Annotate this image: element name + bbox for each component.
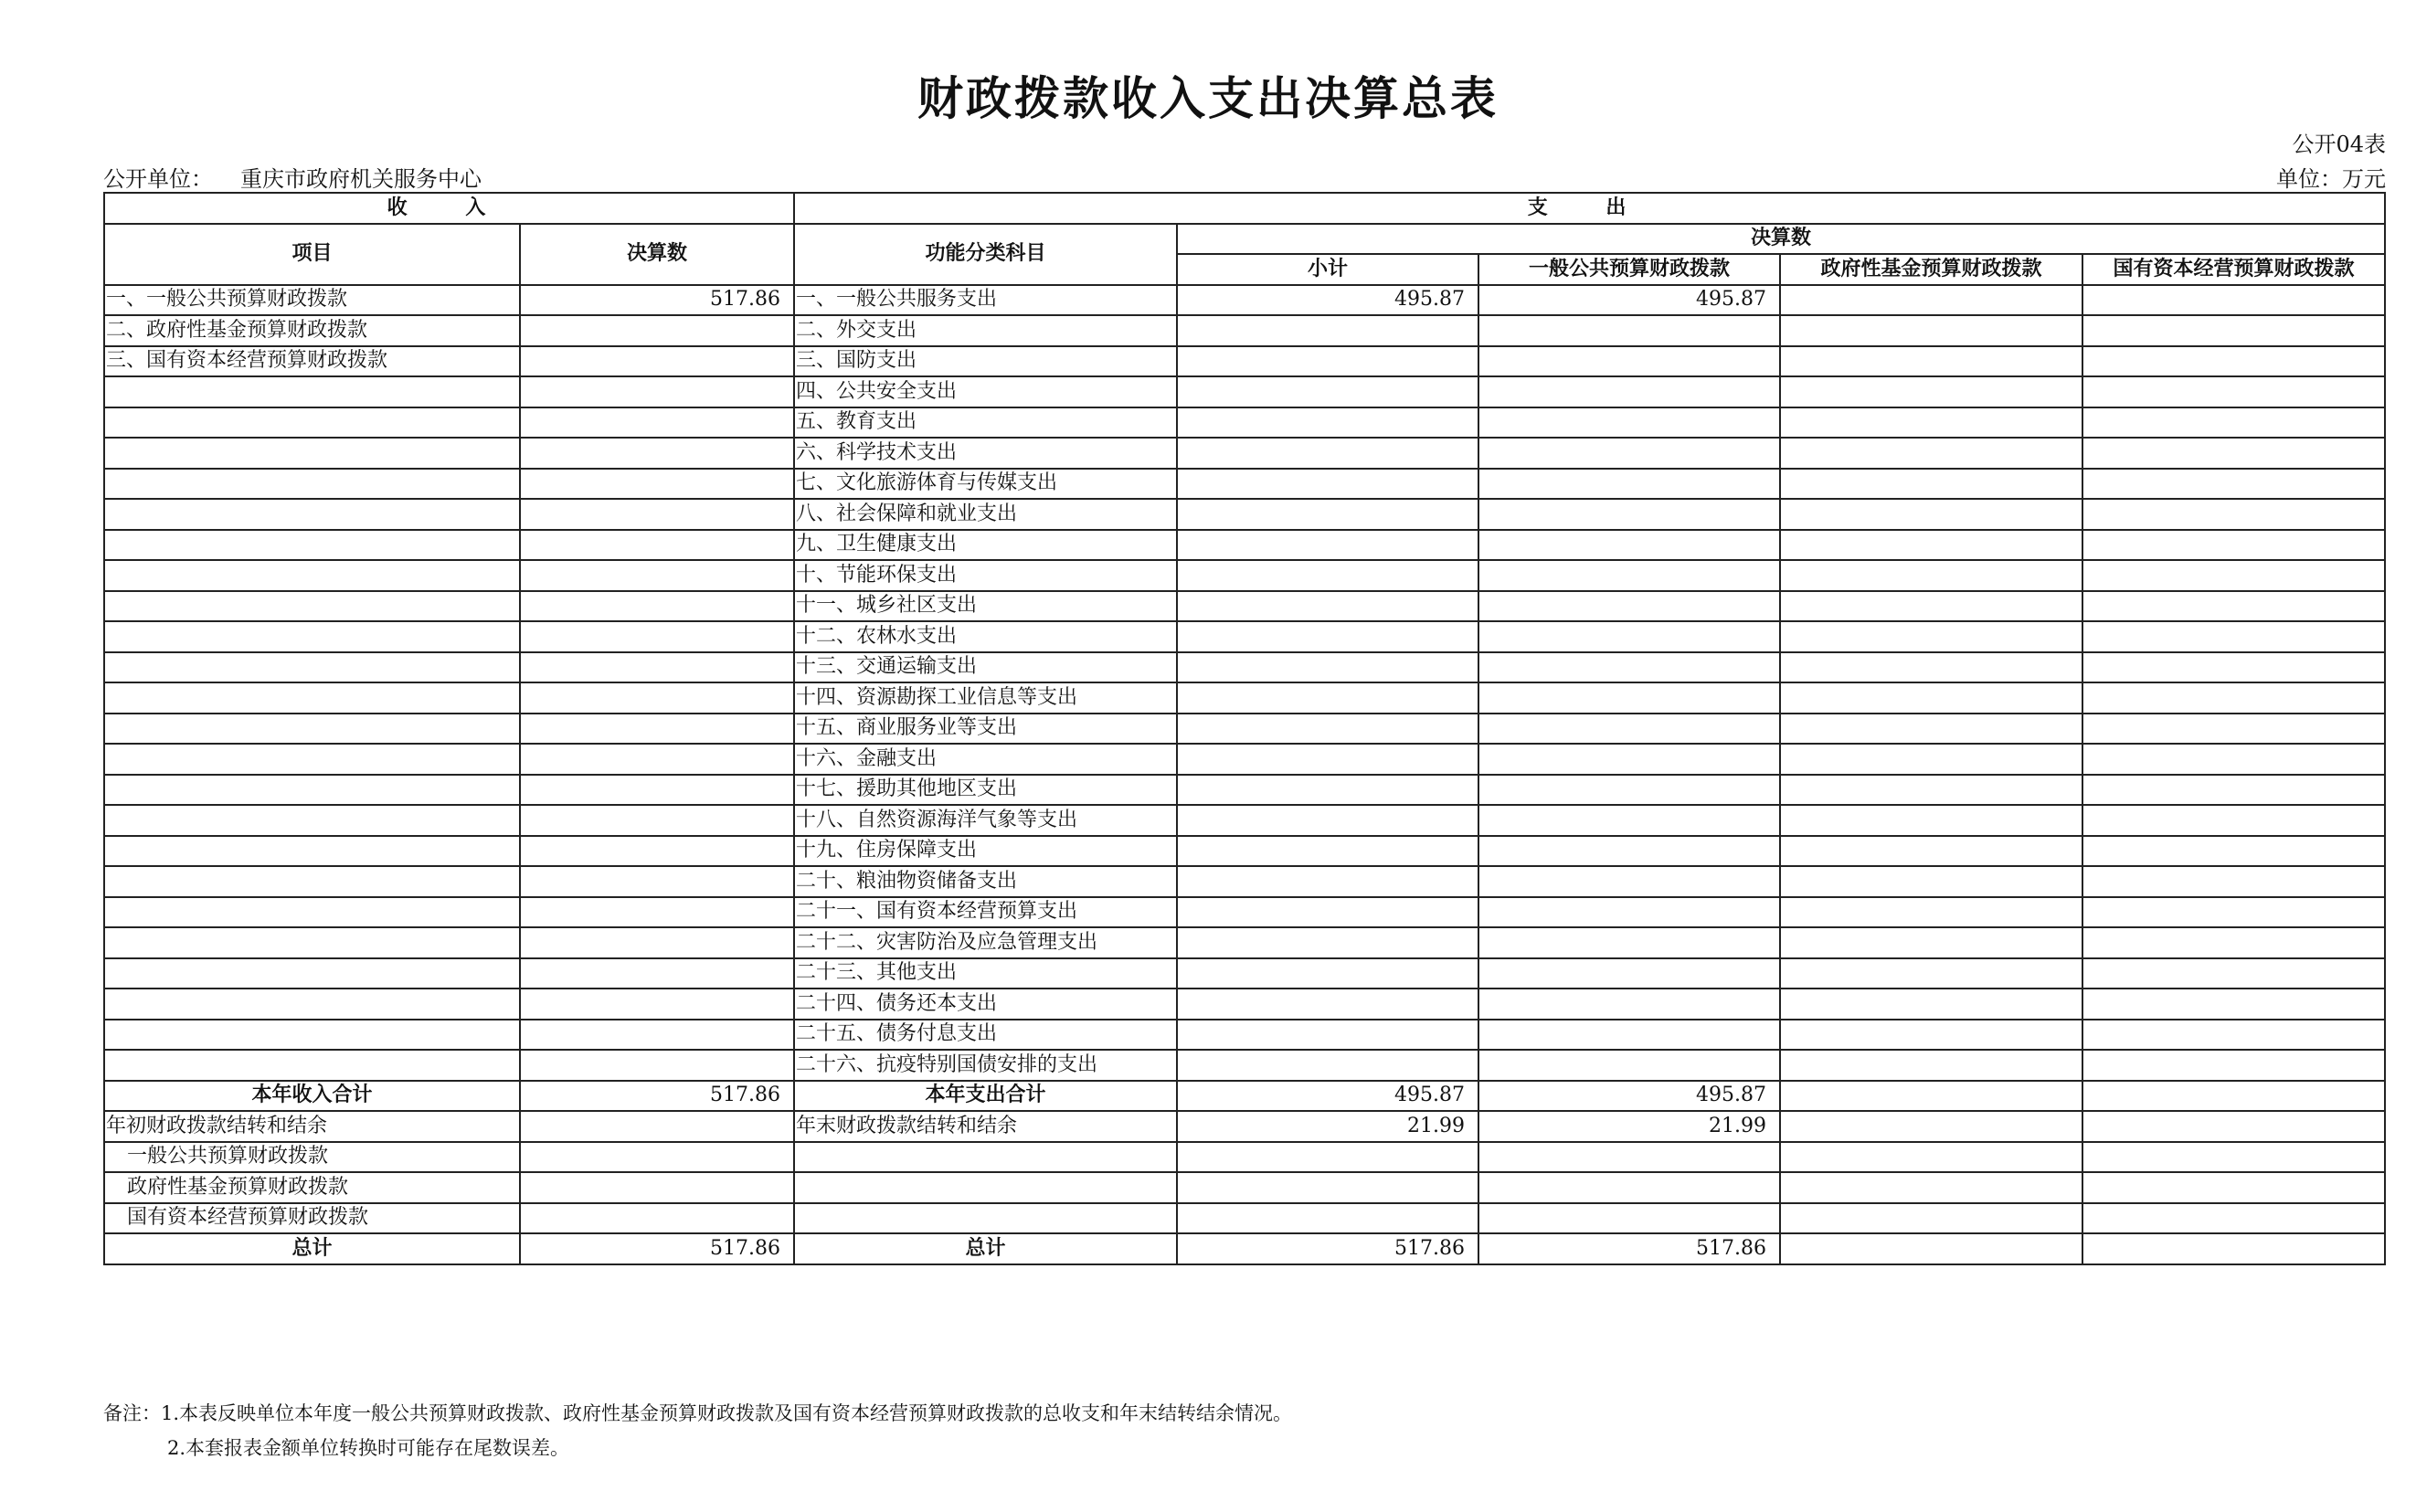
gov-fund-cell (1780, 469, 2082, 500)
subtotal-cell (1177, 836, 1478, 867)
income-item-cell (104, 836, 520, 867)
income-item-cell (104, 744, 520, 775)
subtotal-cell (1177, 499, 1478, 530)
income-item-cell (104, 897, 520, 928)
empty-cell (794, 1172, 1177, 1203)
state-capital-cell (2082, 897, 2385, 928)
empty-cell (794, 1142, 1177, 1173)
general-public-cell: 495.87 (1478, 285, 1780, 316)
subtotal-cell (1177, 438, 1478, 469)
state-capital-cell (2082, 805, 2385, 836)
table-row (104, 499, 2385, 530)
income-item-cell: 二、政府性基金预算财政拨款 (104, 315, 520, 346)
grand-expense-general: 517.86 (1478, 1233, 1780, 1264)
subtotal-cell (1177, 775, 1478, 806)
income-amount-cell (520, 652, 794, 683)
income-item-cell (104, 714, 520, 745)
income-amount-cell (520, 438, 794, 469)
expense-item-cell: 十八、自然资源海洋气象等支出 (794, 805, 1177, 836)
income-amount-cell (520, 376, 794, 407)
gov-fund-cell (1780, 714, 2082, 745)
table-row (104, 315, 2385, 346)
header-row-2 (104, 224, 2385, 255)
expense-item-cell: 二十、粮油物资储备支出 (794, 866, 1177, 897)
expense-item-cell: 十二、农林水支出 (794, 621, 1177, 652)
income-amount-cell (520, 1050, 794, 1081)
expense-item-cell: 十、节能环保支出 (794, 560, 1177, 591)
income-item-cell (104, 530, 520, 561)
income-amount-cell (520, 989, 794, 1020)
subtotal-cell (1177, 958, 1478, 989)
state-capital-cell (2082, 927, 2385, 958)
state-capital-cell (2082, 530, 2385, 561)
income-amount-cell (520, 346, 794, 377)
expense-item-cell: 十三、交通运输支出 (794, 652, 1177, 683)
general-public-cell (1478, 1050, 1780, 1081)
general-public-cell (1478, 560, 1780, 591)
general-public-cell (1478, 499, 1780, 530)
table-row (104, 346, 2385, 377)
table-row (104, 714, 2385, 745)
general-public-cell (1478, 469, 1780, 500)
empty-cell (2082, 1203, 2385, 1234)
income-item-cell (104, 438, 520, 469)
gov-fund-cell (1780, 591, 2082, 622)
state-capital-cell (2082, 958, 2385, 989)
income-amount-cell (520, 591, 794, 622)
general-public-cell (1478, 346, 1780, 377)
gov-fund-cell (1780, 1050, 2082, 1081)
expense-item-cell: 二十一、国有资本经营预算支出 (794, 897, 1177, 928)
state-capital-cell (2082, 438, 2385, 469)
subtotal-cell (1177, 346, 1478, 377)
general-public-cell (1478, 927, 1780, 958)
year-total-row (104, 1081, 2385, 1112)
gov-fund-cell (1780, 897, 2082, 928)
expense-item-cell: 二十三、其他支出 (794, 958, 1177, 989)
general-public-cell (1478, 866, 1780, 897)
income-amount-cell (520, 682, 794, 714)
expense-item-cell: 七、文化旅游体育与传媒支出 (794, 469, 1177, 500)
subtotal-cell (1177, 652, 1478, 683)
general-public-cell (1478, 805, 1780, 836)
gov-fund-cell (1780, 805, 2082, 836)
carry-expense-label: 年末财政拨款结转和结余 (794, 1111, 1177, 1142)
subtotal-cell (1177, 682, 1478, 714)
state-capital-cell (2082, 499, 2385, 530)
income-amount-cell (520, 836, 794, 867)
subtotal-cell (1177, 989, 1478, 1020)
general-public-cell (1478, 836, 1780, 867)
general-public-cell (1478, 744, 1780, 775)
table-row (104, 560, 2385, 591)
gov-fund-cell (1780, 652, 2082, 683)
state-capital-cell (2082, 346, 2385, 377)
general-public-cell (1478, 897, 1780, 928)
carry-sub-label: 国有资本经营预算财政拨款 (104, 1203, 520, 1234)
income-amount-cell (520, 744, 794, 775)
form-number: 公开04表 (2292, 132, 2386, 157)
empty-cell (520, 1203, 794, 1234)
general-public-cell (1478, 958, 1780, 989)
year-expense-general: 495.87 (1478, 1081, 1780, 1112)
subtotal-cell: 495.87 (1177, 285, 1478, 316)
state-capital-cell (2082, 1050, 2385, 1081)
gov-fund-header: 政府性基金预算财政拨款 (1780, 254, 2082, 285)
empty-cell (1177, 1203, 1478, 1234)
carry-expense-subtotal: 21.99 (1177, 1111, 1478, 1142)
table-row (104, 469, 2385, 500)
empty-cell (1478, 1172, 1780, 1203)
subtotal-cell (1177, 560, 1478, 591)
general-public-cell (1478, 1020, 1780, 1051)
empty-cell (1780, 1142, 2082, 1173)
general-public-cell (1478, 714, 1780, 745)
income-amount-cell (520, 805, 794, 836)
year-income-total-amount: 517.86 (520, 1081, 794, 1112)
income-item-cell (104, 469, 520, 500)
table-row (104, 1050, 2385, 1081)
income-item-cell (104, 682, 520, 714)
subtotal-cell (1177, 927, 1478, 958)
income-amount-cell (520, 621, 794, 652)
general-public-cell (1478, 407, 1780, 439)
gov-fund-cell (1780, 285, 2082, 316)
income-item-cell (104, 407, 520, 439)
carry-expense-capital (2082, 1111, 2385, 1142)
unit-info (103, 161, 509, 193)
subtotal-cell (1177, 315, 1478, 346)
carry-sub-row (104, 1172, 2385, 1203)
state-capital-cell (2082, 775, 2385, 806)
carry-expense-fund (1780, 1111, 2082, 1142)
income-item-cell (104, 927, 520, 958)
expense-item-cell: 四、公共安全支出 (794, 376, 1177, 407)
income-item-cell (104, 376, 520, 407)
income-item-cell: 一、一般公共预算财政拨款 (104, 285, 520, 316)
income-amount-cell (520, 530, 794, 561)
empty-cell (520, 1142, 794, 1173)
state-capital-cell (2082, 989, 2385, 1020)
year-income-total-label: 本年收入合计 (104, 1081, 520, 1112)
empty-cell (1177, 1172, 1478, 1203)
empty-cell (1780, 1203, 2082, 1234)
gov-fund-cell (1780, 530, 2082, 561)
expense-item-cell: 二十五、债务付息支出 (794, 1020, 1177, 1051)
income-amount-cell (520, 469, 794, 500)
budget-table (103, 192, 2386, 1265)
gov-fund-cell (1780, 407, 2082, 439)
state-capital-cell (2082, 1020, 2385, 1051)
gov-fund-cell (1780, 621, 2082, 652)
subtotal-cell (1177, 744, 1478, 775)
state-capital-cell (2082, 621, 2385, 652)
expense-header: 支 出 (794, 193, 2385, 224)
expense-item-cell: 三、国防支出 (794, 346, 1177, 377)
income-amount-cell (520, 866, 794, 897)
empty-cell (1780, 1172, 2082, 1203)
income-amount-cell (520, 499, 794, 530)
general-public-cell (1478, 530, 1780, 561)
expense-item-cell: 十九、住房保障支出 (794, 836, 1177, 867)
table-row (104, 682, 2385, 714)
income-item-cell (104, 560, 520, 591)
income-amount-cell (520, 1020, 794, 1051)
unit-name: 重庆市政府机关服务中心 (240, 166, 482, 192)
income-item-cell (104, 652, 520, 683)
gov-fund-cell (1780, 775, 2082, 806)
general-public-cell (1478, 682, 1780, 714)
table-row (104, 775, 2385, 806)
carry-expense-general: 21.99 (1478, 1111, 1780, 1142)
income-item-cell (104, 621, 520, 652)
table-row (104, 897, 2385, 928)
subtotal-cell (1177, 621, 1478, 652)
func-category-header: 功能分类科目 (794, 224, 1177, 285)
gov-fund-cell (1780, 989, 2082, 1020)
subtotal-cell (1177, 591, 1478, 622)
subtotal-cell (1177, 805, 1478, 836)
carry-income-label: 年初财政拨款结转和结余 (104, 1111, 520, 1142)
table-row (104, 805, 2385, 836)
empty-cell (794, 1203, 1177, 1234)
grand-expense-fund (1780, 1233, 2082, 1264)
table-row (104, 530, 2385, 561)
state-capital-cell (2082, 315, 2385, 346)
expense-item-cell: 二十六、抗疫特别国债安排的支出 (794, 1050, 1177, 1081)
note-2: 2.本套报表金额单位转换时可能存在尾数误差。 (167, 1437, 570, 1459)
expense-item-cell: 一、一般公共服务支出 (794, 285, 1177, 316)
state-capital-cell (2082, 652, 2385, 683)
carry-income-amount (520, 1111, 794, 1142)
subtotal-cell (1177, 407, 1478, 439)
state-capital-cell (2082, 469, 2385, 500)
subtotal-cell (1177, 530, 1478, 561)
state-capital-header: 国有资本经营预算财政拨款 (2082, 254, 2385, 285)
subtotal-cell (1177, 376, 1478, 407)
gov-fund-cell (1780, 866, 2082, 897)
state-capital-cell (2082, 682, 2385, 714)
table-row (104, 407, 2385, 439)
table-row (104, 866, 2385, 897)
gov-fund-cell (1780, 438, 2082, 469)
general-public-cell (1478, 315, 1780, 346)
expense-item-cell: 八、社会保障和就业支出 (794, 499, 1177, 530)
state-capital-cell (2082, 866, 2385, 897)
gov-fund-cell (1780, 927, 2082, 958)
income-item-cell (104, 1050, 520, 1081)
year-expense-capital (2082, 1081, 2385, 1112)
table-row (104, 438, 2385, 469)
empty-cell (1478, 1203, 1780, 1234)
year-expense-subtotal: 495.87 (1177, 1081, 1478, 1112)
page-title: 财政拨款收入支出决算总表 (917, 72, 1499, 125)
expense-item-cell: 二十四、债务还本支出 (794, 989, 1177, 1020)
table-row (104, 591, 2385, 622)
general-public-cell (1478, 775, 1780, 806)
year-expense-fund (1780, 1081, 2082, 1112)
general-public-cell (1478, 652, 1780, 683)
state-capital-cell (2082, 836, 2385, 867)
income-item-cell (104, 989, 520, 1020)
income-item-cell (104, 1020, 520, 1051)
item-header: 项目 (104, 224, 520, 285)
carry-sub-label: 一般公共预算财政拨款 (104, 1142, 520, 1173)
expense-item-cell: 十四、资源勘探工业信息等支出 (794, 682, 1177, 714)
expense-item-cell: 九、卫生健康支出 (794, 530, 1177, 561)
gov-fund-cell (1780, 1020, 2082, 1051)
unit-label: 公开单位： (103, 166, 213, 192)
grand-income-total-amount: 517.86 (520, 1233, 794, 1264)
gov-fund-cell (1780, 958, 2082, 989)
empty-cell (2082, 1172, 2385, 1203)
income-amount-cell (520, 775, 794, 806)
income-item-cell (104, 805, 520, 836)
table-row (104, 927, 2385, 958)
state-capital-cell (2082, 744, 2385, 775)
carry-row (104, 1111, 2385, 1142)
grand-expense-total-label: 总计 (794, 1233, 1177, 1264)
table-row (104, 621, 2385, 652)
amount-header: 决算数 (520, 224, 794, 285)
general-public-cell (1478, 591, 1780, 622)
empty-cell (1478, 1142, 1780, 1173)
income-amount-cell (520, 407, 794, 439)
table-row (104, 285, 2385, 316)
gov-fund-cell (1780, 376, 2082, 407)
final-amount-header: 决算数 (1177, 224, 2385, 255)
income-amount-cell: 517.86 (520, 285, 794, 316)
income-amount-cell (520, 897, 794, 928)
gov-fund-cell (1780, 836, 2082, 867)
state-capital-cell (2082, 591, 2385, 622)
income-amount-cell (520, 714, 794, 745)
income-amount-cell (520, 958, 794, 989)
note-1: 备注：1.本表反映单位本年度一般公共预算财政拨款、政府性基金预算财政拨款及国有资本经营预算财政拨款的总收支和年末结转结余情况。 (103, 1402, 1293, 1424)
gov-fund-cell (1780, 499, 2082, 530)
general-public-cell (1478, 989, 1780, 1020)
table-row (104, 652, 2385, 683)
general-public-cell (1478, 376, 1780, 407)
income-item-cell (104, 499, 520, 530)
expense-item-cell: 十六、金融支出 (794, 744, 1177, 775)
carry-sub-row (104, 1203, 2385, 1234)
income-amount-cell (520, 315, 794, 346)
state-capital-cell (2082, 714, 2385, 745)
table-row (104, 744, 2385, 775)
carry-sub-label: 政府性基金预算财政拨款 (104, 1172, 520, 1203)
income-item-cell (104, 866, 520, 897)
subtotal-cell (1177, 1020, 1478, 1051)
notes (103, 1396, 1292, 1465)
table-row (104, 958, 2385, 989)
grand-expense-capital (2082, 1233, 2385, 1264)
expense-item-cell: 十五、商业服务业等支出 (794, 714, 1177, 745)
income-header: 收 入 (104, 193, 794, 224)
gov-fund-cell (1780, 346, 2082, 377)
grand-total-row (104, 1233, 2385, 1264)
table-row (104, 1020, 2385, 1051)
general-public-header: 一般公共预算财政拨款 (1478, 254, 1780, 285)
income-amount-cell (520, 927, 794, 958)
table-row (104, 376, 2385, 407)
state-capital-cell (2082, 376, 2385, 407)
expense-item-cell: 二、外交支出 (794, 315, 1177, 346)
table-row (104, 989, 2385, 1020)
income-item-cell: 三、国有资本经营预算财政拨款 (104, 346, 520, 377)
state-capital-cell (2082, 560, 2385, 591)
income-item-cell (104, 958, 520, 989)
subtotal-cell (1177, 866, 1478, 897)
subtotal-cell (1177, 714, 1478, 745)
empty-cell (2082, 1142, 2385, 1173)
general-public-cell (1478, 438, 1780, 469)
income-item-cell (104, 775, 520, 806)
grand-expense-subtotal: 517.86 (1177, 1233, 1478, 1264)
gov-fund-cell (1780, 315, 2082, 346)
income-item-cell (104, 591, 520, 622)
gov-fund-cell (1780, 560, 2082, 591)
income-amount-cell (520, 560, 794, 591)
subtotal-cell (1177, 469, 1478, 500)
expense-item-cell: 六、科学技术支出 (794, 438, 1177, 469)
carry-sub-row (104, 1142, 2385, 1173)
general-public-cell (1478, 621, 1780, 652)
expense-item-cell: 十一、城乡社区支出 (794, 591, 1177, 622)
grand-income-total-label: 总计 (104, 1233, 520, 1264)
table-row (104, 836, 2385, 867)
empty-cell (520, 1172, 794, 1203)
expense-item-cell: 五、教育支出 (794, 407, 1177, 439)
gov-fund-cell (1780, 744, 2082, 775)
empty-cell (1177, 1142, 1478, 1173)
expense-item-cell: 二十二、灾害防治及应急管理支出 (794, 927, 1177, 958)
gov-fund-cell (1780, 682, 2082, 714)
year-expense-total-label: 本年支出合计 (794, 1081, 1177, 1112)
money-unit: 单位：万元 (2276, 166, 2386, 192)
subtotal-cell (1177, 897, 1478, 928)
state-capital-cell (2082, 285, 2385, 316)
subtotal-header: 小计 (1177, 254, 1478, 285)
header-row-1 (104, 193, 2385, 224)
state-capital-cell (2082, 407, 2385, 439)
subtotal-cell (1177, 1050, 1478, 1081)
expense-item-cell: 十七、援助其他地区支出 (794, 775, 1177, 806)
